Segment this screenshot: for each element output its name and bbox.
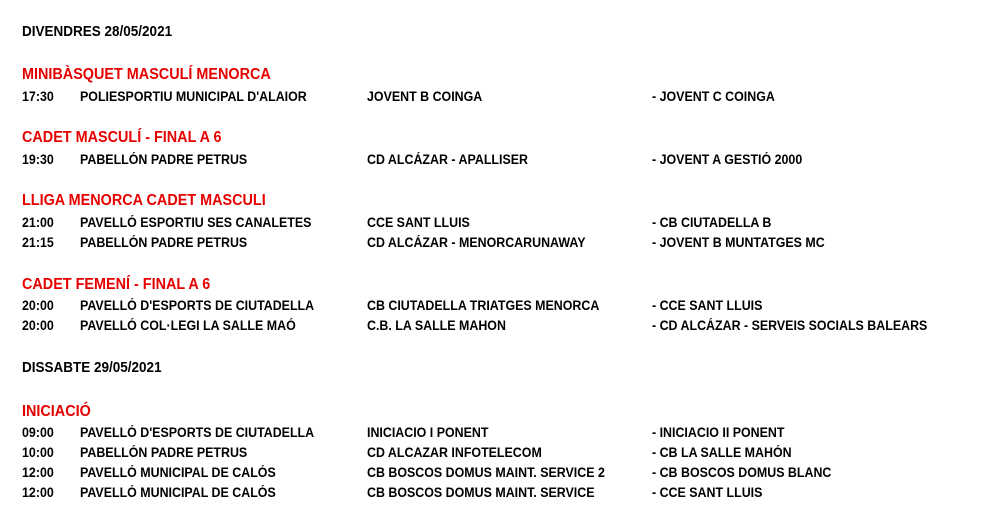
game-away-team: - JOVENT B MUNTATGES MC [652, 235, 825, 250]
category-heading: INICIACIÓ [22, 403, 91, 420]
game-home-team: CD ALCÁZAR - APALLISER [367, 152, 528, 167]
game-time: 20:00 [22, 318, 54, 333]
game-time: 12:00 [22, 465, 54, 480]
game-home-team: CB BOSCOS DOMUS MAINT. SERVICE [367, 485, 595, 500]
game-time: 20:00 [22, 298, 54, 313]
game-row [0, 317, 1000, 335]
game-away-team: - CD ALCÁZAR - SERVEIS SOCIALS BALEARS [652, 318, 928, 333]
game-home-team: JOVENT B COINGA [367, 89, 483, 104]
game-venue: PABELLÓN PADRE PETRUS [80, 445, 248, 460]
category-heading: CADET FEMENÍ - FINAL A 6 [22, 276, 211, 293]
game-time: 21:00 [22, 215, 54, 230]
game-away-team: - CB LA SALLE MAHÓN [652, 445, 792, 460]
game-row [0, 214, 1000, 232]
game-home-team: CB BOSCOS DOMUS MAINT. SERVICE 2 [367, 465, 605, 480]
game-row [0, 234, 1000, 252]
game-away-team: - JOVENT A GESTIÓ 2000 [652, 152, 803, 167]
game-venue: PAVELLÓ D'ESPORTS DE CIUTADELLA [80, 425, 315, 440]
game-venue: PAVELLÓ MUNICIPAL DE CALÓS [80, 465, 276, 480]
day-heading: DISSABTE 29/05/2021 [22, 359, 162, 376]
game-venue: PABELLÓN PADRE PETRUS [80, 152, 248, 167]
game-home-team: CB CIUTADELLA TRIATGES MENORCA [367, 298, 600, 313]
game-time: 19:30 [22, 152, 54, 167]
game-home-team: C.B. LA SALLE MAHON [367, 318, 506, 333]
game-venue: PAVELLÓ D'ESPORTS DE CIUTADELLA [80, 298, 315, 313]
game-time: 17:30 [22, 89, 54, 104]
game-away-team: - CCE SANT LLUIS [652, 485, 763, 500]
game-row [0, 444, 1000, 462]
game-venue: PAVELLÓ ESPORTIU SES CANALETES [80, 215, 312, 230]
game-time: 12:00 [22, 485, 54, 500]
game-venue: PABELLÓN PADRE PETRUS [80, 235, 248, 250]
game-away-team: - CCE SANT LLUIS [652, 298, 763, 313]
game-home-team: CD ALCÁZAR - MENORCARUNAWAY [367, 235, 586, 250]
game-away-team: - CB CIUTADELLA B [652, 215, 772, 230]
game-home-team: INICIACIO I PONENT [367, 425, 489, 440]
game-row [0, 151, 1000, 169]
category-heading: MINIBÀSQUET MASCULÍ MENORCA [22, 66, 271, 83]
category-heading: LLIGA MENORCA CADET MASCULI [22, 192, 266, 209]
game-row [0, 297, 1000, 315]
game-row [0, 88, 1000, 106]
game-row [0, 484, 1000, 502]
game-time: 09:00 [22, 425, 54, 440]
category-heading: CADET MASCULÍ - FINAL A 6 [22, 129, 222, 146]
game-venue: PAVELLÓ COL·LEGI LA SALLE MAÓ [80, 318, 296, 333]
game-home-team: CCE SANT LLUIS [367, 215, 470, 230]
game-home-team: CD ALCAZAR INFOTELECOM [367, 445, 542, 460]
day-heading: DIVENDRES 28/05/2021 [22, 23, 173, 40]
game-venue: PAVELLÓ MUNICIPAL DE CALÓS [80, 485, 276, 500]
game-away-team: - JOVENT C COINGA [652, 89, 775, 104]
game-away-team: - CB BOSCOS DOMUS BLANC [652, 465, 832, 480]
game-time: 10:00 [22, 445, 54, 460]
game-venue: POLIESPORTIU MUNICIPAL D'ALAIOR [80, 89, 307, 104]
game-time: 21:15 [22, 235, 54, 250]
game-away-team: - INICIACIO II PONENT [652, 425, 785, 440]
game-row [0, 424, 1000, 442]
game-row [0, 464, 1000, 482]
